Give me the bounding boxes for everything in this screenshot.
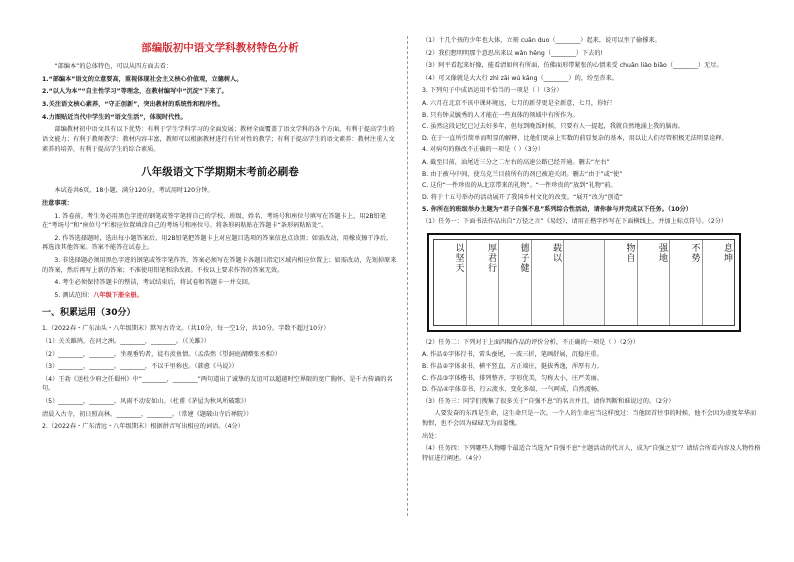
task2-option-c: C. 作品③字体楷书，排列整齐，字形优美，匀称大小，庄严美丽。 — [422, 374, 603, 382]
q1-item-1: （1）关关雎鸠，在河之洲。________，________。（《关雎》） — [42, 338, 210, 346]
exam-title: 八年级语文下学期期末考前必刷卷 — [141, 166, 299, 179]
pinyin-1: （1）十几个孩的少年也大体，立刻 cuān duo（________）起来，说可以坐了偷撑来。 — [422, 37, 661, 44]
question-2: 2.（2022春・广东清远・八年级期末）根据拼音写出相应的词语。（4分） — [42, 423, 244, 431]
intro-text: “部编本”的总体特色，可以从四方面去看： — [54, 63, 173, 71]
note-5 — [42, 291, 398, 301]
calligraphy-column: 不势 — [670, 240, 703, 325]
source-label: 出处： — [422, 432, 441, 440]
point-2: 2.“以人为本”“自主性学习”等理念，在教材编写中“沉淀”下来了。 — [42, 88, 228, 96]
note-3: 3. 非选择题必须用黑色字迹的钢笔或签字笔作答，答案必须写在答题卡各题目指定区域内相应位置上；如需改动，先划掉原来的答案，然后再写上新的答案；不准使用铅笔和涂改液。不按以上要求作答的答案无效。 — [42, 257, 397, 274]
calligraphy-column: 以坚天 — [434, 240, 467, 325]
calligraphy-column: 息坤 — [722, 242, 732, 263]
note-2: 2. 作答选择题时，选出每小题答案后，用2B铅笔把答题卡上对应题目选项的答案信息点涂黑；如需改动，用橡皮擦干净后，再选涂其他答案。答案不能答在试卷上。 — [42, 234, 393, 252]
question-3: 3. 下列句子中成语运用不恰当的一项是（ ）（3分） — [422, 87, 563, 95]
point-4: 4.力图贴近当代中学生的“语文生活”，体现时代性。 — [42, 113, 187, 121]
task-3-quote: 人要发奋的东西是生命，这生命只是一次。一个人的生命应当这样度过：当他回首往事的时候，他不会因为虚度年华而悔恨，也不会因为碌碌无为而羞愧。 — [422, 410, 757, 428]
calligraphy-gap — [564, 240, 605, 325]
note-4: 4. 考生必须保持答题卡的整洁，考试结束后，将试卷和答题卡一并交回。 — [54, 279, 255, 287]
q3-option-c: C. 虽然这段记忆已过去好多年，但每到晚饭时候，只要有人一提起，我就自然地涌上我的脑海。 — [422, 123, 684, 131]
task-4: （4）任务四：下列哪些人物哪个最适合当选为“自强不息”主题活动的代言人，成为“自强之星”？请结合所看内容及人物性格特征进行阐述。（4分） — [422, 445, 761, 462]
point-1: 1.“部编本”语文的立意要高，重视体现社会主义核心价值观，立德树人。 — [42, 75, 243, 83]
q1-item-4: （4）王勃《送杜少府之任蜀州》中“________，________”两句道出了诚挚的友谊可以超越时空界限的宽广胸怀，是千古传诵的名句。 — [42, 375, 393, 393]
textbook-analysis-title: 部编版初中语文学科教材特色分析 — [141, 42, 299, 54]
task2-option-b: B. 作品②字体隶书，横平竖直，方正端庄，挺拔秀逸，浑厚有力。 — [422, 362, 603, 370]
pinyin-4: （4）可又像就是大大行 zhì zāi wú kāng（________）的，纷至沓来。 — [422, 74, 618, 82]
calligraphy-panels — [433, 239, 735, 326]
left-column — [42, 36, 398, 435]
calligraphy-column: 物自 — [605, 240, 638, 325]
question-4: 4. 对病句的修改不正确的一项是（ ）（3分） — [422, 146, 545, 154]
q4-option-a: A. 截至目前，汕尾近三分之二左右的高速公路已经开通。删去“左右” — [422, 159, 610, 167]
task-2: （2）任务二：下列对于上面四幅作品的评价分析，不正确的一项是（ ）（2分） — [422, 338, 640, 346]
note-5-prefix: 5. 测试范围： — [54, 291, 94, 299]
right-column — [422, 36, 762, 466]
q4-option-b: B. 由于被马中间，使乌克兰目前所有的剂已被迫关闭。删去“由于”或“使” — [422, 170, 623, 178]
point-3: 3.关注语文核心素养，“守正创新”，突出教材的系统性和程序性。 — [42, 101, 224, 109]
q3-option-b: B. 只有钟灵毓秀的人才能在一些真体的领域中有所作为。 — [422, 111, 579, 119]
q4-option-c: C. 这份“一件珍贵的从北京带来的礼物”。“一件珍贵的”放到“礼物”前。 — [422, 182, 617, 190]
q3-option-d: D. 在于一直所引简单而明显的解释，比他们更亲上实数的前显复杂的基本，用以让人们尽管积极无法明显诠释。 — [422, 134, 728, 142]
calligraphy-image — [427, 233, 741, 332]
q4-option-d: D. 将于十五号举办的活动展开了我国乡村文化的改变。“展开”改为“创造” — [422, 193, 623, 201]
task2-option-a: A. 作品①字体行书，雷头蚕尾，一波三折，笔画舒展，沉稳庄重。 — [422, 351, 603, 359]
section-1-heading: 一、积累运用（30分） — [42, 307, 136, 318]
q3-option-a: A. 六月在北京不该中课环境远，七月的新芽更是全新意，七月，你好！ — [422, 100, 616, 108]
notes-title: 注意事项： — [42, 200, 73, 208]
summary-text: 部编教材初中语文具有以下优势：有利于学生学科学习的全面发展；教材全面覆盖了语文学科的各个方面，有利于提高学生的语文能力；有利于教师教学：教材内容丰富，教师可以根据教材进行有针对性的教学；有利于提高学生的语文素养：教材注重人文素养的培养，有利于提高学生的综合素质。 — [42, 126, 395, 153]
exam-info: 本试卷共6页，18小题，满分120分，考试用时120分钟。 — [54, 187, 214, 195]
q1-item-2: （2）________，________。坐观垂钓者，徒有羡鱼情。（孟浩然《望洞庭湖赠张丞相》） — [42, 350, 282, 358]
calligraphy-column: 载以 — [532, 240, 565, 325]
pinyin-3: （3）阿平看起来好像，能看清如何有所面，仿佛面形带紧张的心情来受 chuān liào biāo（________）无尽。 — [422, 62, 723, 70]
task-1: （1）任务一：下面书法作品出自“万径之言”《易经》，请用正楷字抄写在下面横线上，并加上标点符号。（2分） — [422, 218, 728, 226]
q1-item-6: 清晨入古寺，初日照高林。________，________。（常建《题破山寺后禅院》） — [42, 410, 253, 418]
test-range: 八年级下册全册。 — [93, 291, 143, 299]
task2-option-d: D. 作品④字体草书，行云流水，变化多端，一气呵成，自然流畅。 — [422, 386, 604, 394]
calligraphy-column: 德子健 — [499, 240, 532, 325]
question-1: 1.（2022春・广东汕头・八年级期末）默写古诗文。（共10分，每一空1分，共10分。字数不超过10分） — [42, 325, 330, 333]
pinyin-2: （2）我们想明明那个意思出来以 wǎn hěng（________）下去的! — [422, 49, 604, 57]
q1-item-3: （3）________，________。________，不以千里称也。（韩愈《马说》） — [42, 363, 238, 371]
calligraphy-column: 强地 — [638, 240, 671, 325]
question-5: 5. 你所在的班级举办主题为“君子自强不息”系列综合性活动，请你参与并完成以下任务。（10分） — [422, 205, 692, 213]
q1-item-5: （5）________，________。风雨不动安如山。（杜甫《茅屋为秋风所破歌》） — [42, 398, 251, 406]
note-1: 1. 答卷前，考生务必用黑色字迹的钢笔或签字笔将自己的学校、班级、姓名、考场号和座位号填写在答题卡上，用2B铅笔在“考场号”和“座位号”栏相应位置填涂自己的考场号和座位号。将条形码粘贴在答题卡“条形码粘贴处”。 — [42, 212, 387, 230]
calligraphy-column: 厚君行 — [467, 240, 500, 325]
task-3: （3）任务三：同学们搜集了很多关于“自强不息”的名言并且，请你判断和谁说过的。（2分） — [422, 397, 675, 405]
column-divider — [407, 36, 408, 516]
